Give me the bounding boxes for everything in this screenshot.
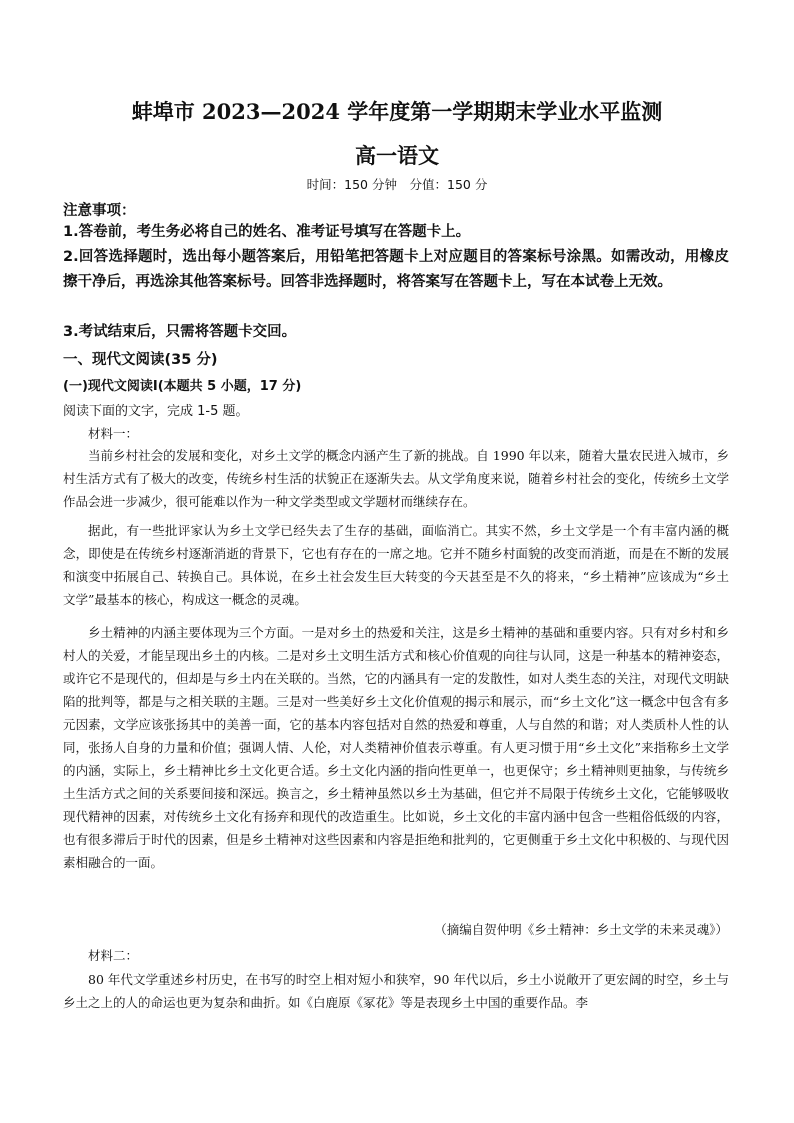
material-1-paragraph-2: 据此，有一些批评家认为乡土文学已经失去了生存的基础，面临消亡。其实不然，乡土文学是一个有丰富内涵的概念，即使是在传统乡村逐渐消逝的背景下，它也有存在的一席之地。它并不随乡村面貌的改变而消逝，而是在不断的发展和演变中拓展自己、转换自己。具体说，在乡土社会发生巨大转变的今天甚至是不久的将来，“乡土精神”应该成为“乡土文学”最基本的核心，构成这一概念的灵魂。 xyxy=(63,523,729,607)
material-2-paragraph-1: 80 年代文学重述乡村历史，在书写的时空上相对短小和狭窄，90 年代以后，乡土小说敞开了更宏阔的时空，乡土与乡土之上的人的命运也更为复杂和曲折。如《白鹿原《冢花》等是表现乡土中国的重要作品。李 xyxy=(63,972,729,1010)
section-heading: 一、现代文阅读(35 分) xyxy=(63,352,218,368)
reading-instruction: 阅读下面的文字，完成 1-5 题。 xyxy=(63,404,249,419)
notice-item-1: 1.答卷前，考生务必将自己的姓名、准考证号填写在答题卡上。 xyxy=(63,224,471,240)
material-2-label: 材料二： xyxy=(88,948,139,963)
material-1-paragraph-3: 乡土精神的内涵主要体现为三个方面。一是对乡土的热爱和关注，这是乡土精神的基础和重要内容。只有对乡村和乡村人的关爱，才能呈现出乡土的内核。二是对乡土文明生活方式和核心价值观的向往与认同，这是一种基本的精神姿态，或许它不是现代的，但却是与乡土内在关联的。当然，它的内涵具有一定的发散性，如对人类生态的关注，对现代文明缺陷的批判等，都是与之相关联的主题。三是对一些美好乡土文化价值观的揭示和展示，而“乡土文化”这一概念中包含有多元因素，文学应该张扬其中的美善一面，它的基本内容包括对自然的热爱和尊重，人与自然的和谐；对人类质朴人性的认同，张扬人自身的力量和价值；强调人情、人伦，对人类精神价值表示尊重。有人更习惯于用“乡土文化”来指称乡土文学的内涵，实际上，乡土精神比乡土文化更合适。乡土文化内涵的指向性更单一，也更保守；乡土精神则更抽象，与传统乡土生活方式之间的关系要间接和深远。换言之，乡土精神虽然以乡土为基础，但它并不局限于传统乡土文化，它能够吸收现代精神的因素，对传统乡土文化有扬弃和现代的改造重生。比如说，乡土文化的丰富内涵中包含一些粗俗低级的内容，也有很多滞后于时代的因素，但是乡土精神对这些因素和内容是拒绝和批判的，它更侧重于乡土文化中积极的、与现代因素相融合的一面。 xyxy=(63,625,729,870)
material-1-paragraph-1: 当前乡村社会的发展和变化，对乡土文学的概念内涵产生了新的挑战。自 1990 年以来，随着大量农民进入城市，乡村生活方式有了极大的改变，传统乡村生活的状貌正在逐渐失去。从文学角度来说，随着乡村社会的变化，传统乡土文学作品会进一步减少，很可能难以作为一种文学类型或文学题材而继续存在。 xyxy=(63,448,729,509)
exam-subject: 高一语文 xyxy=(355,143,439,168)
exam-time-score: 时间：150 分钟 分值：150 分 xyxy=(306,177,488,192)
notice-item-3: 3.考试结束后，只需将答题卡交回。 xyxy=(63,324,297,340)
exam-title: 蚌埠市 2023—2024 学年度第一学期期末学业水平监测 xyxy=(131,99,663,124)
notice-heading: 注意事项： xyxy=(63,203,136,219)
notice-item-2: 2.回答选择题时，选出每小题答案后，用铅笔把答题卡上对应题目的答案标号涂黑。如需改动，用橡皮擦干净后，再选涂其他答案标号。回答非选择题时，将答案写在答题卡上，写在本试卷上无效。 xyxy=(63,249,729,290)
material-1-source: （摘编自贺仲明《乡土精神：乡土文学的未来灵魂》） xyxy=(434,922,728,937)
material-1-label: 材料一： xyxy=(88,426,139,441)
subsection-heading: (一)现代文阅读Ⅰ(本题共 5 小题，17 分) xyxy=(63,379,302,394)
